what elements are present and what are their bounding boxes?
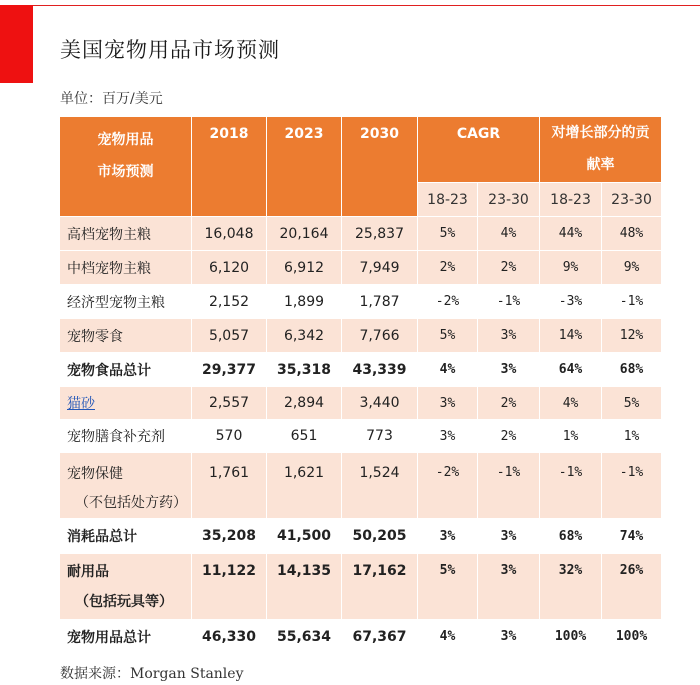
- row-label-sub: （包括玩具等）: [75, 594, 173, 610]
- contrib-23-30: -1%: [602, 453, 662, 519]
- cagr-18-23: -2%: [418, 285, 478, 319]
- cagr-18-23: -2%: [418, 453, 478, 519]
- table-row: [60, 285, 662, 319]
- header-cagr: CAGR: [418, 117, 540, 183]
- row-label: 宠物零食: [60, 319, 192, 353]
- header-label-line1: 宠物用品: [97, 132, 154, 148]
- contrib-18-23: -3%: [540, 285, 602, 319]
- value-2030: 3,440: [342, 387, 418, 420]
- value-2030: 7,949: [342, 251, 418, 285]
- table-row: [60, 620, 662, 654]
- value-2030: 773: [342, 420, 418, 453]
- table-row: [60, 453, 662, 519]
- row-label: 中档宠物主粮: [60, 251, 192, 285]
- cagr-23-30: 2%: [478, 251, 540, 285]
- table-row: [60, 387, 662, 420]
- market-forecast-table: [59, 116, 662, 654]
- table-row: [60, 554, 662, 620]
- contrib-23-30: 74%: [602, 519, 662, 554]
- row-label-cell: [60, 453, 192, 519]
- value-2018: 1,761: [192, 453, 267, 519]
- row-label: 宠物用品总计: [60, 620, 192, 654]
- contrib-18-23: 4%: [540, 387, 602, 420]
- row-label: 消耗品总计: [60, 519, 192, 554]
- contrib-18-23: 1%: [540, 420, 602, 453]
- value-2018: 16,048: [192, 217, 267, 251]
- contrib-23-30: 68%: [602, 353, 662, 387]
- value-2018: 2,557: [192, 387, 267, 420]
- value-2030: 1,524: [342, 453, 418, 519]
- table-row: [60, 319, 662, 353]
- row-label: 耐用品: [67, 564, 109, 580]
- contrib-18-23: 100%: [540, 620, 602, 654]
- value-2030: 17,162: [342, 554, 418, 620]
- value-2023: 41,500: [267, 519, 342, 554]
- cagr-23-30: 3%: [478, 353, 540, 387]
- table-row: [60, 251, 662, 285]
- value-2018: 5,057: [192, 319, 267, 353]
- top-rule: [0, 5, 700, 6]
- header-contribution-line1: 对增长部分的贡: [551, 125, 650, 141]
- contrib-18-23: 9%: [540, 251, 602, 285]
- subheader-contrib-23-30: 23-30: [602, 183, 662, 217]
- cagr-23-30: 4%: [478, 217, 540, 251]
- header-label-line2: 市场预测: [97, 164, 154, 180]
- value-2018: 6,120: [192, 251, 267, 285]
- header-2018: 2018: [192, 117, 267, 217]
- subheader-cagr-18-23: 18-23: [418, 183, 478, 217]
- contrib-18-23: 64%: [540, 353, 602, 387]
- table-row: [60, 420, 662, 453]
- value-2030: 67,367: [342, 620, 418, 654]
- value-2023: 6,342: [267, 319, 342, 353]
- cagr-23-30: 3%: [478, 554, 540, 620]
- value-2018: 11,122: [192, 554, 267, 620]
- table-row: [60, 217, 662, 251]
- contrib-18-23: 68%: [540, 519, 602, 554]
- subheader-cagr-23-30: 23-30: [478, 183, 540, 217]
- value-2023: 55,634: [267, 620, 342, 654]
- cagr-18-23: 5%: [418, 319, 478, 353]
- contrib-18-23: 44%: [540, 217, 602, 251]
- contrib-23-30: 48%: [602, 217, 662, 251]
- value-2023: 651: [267, 420, 342, 453]
- source-note: 数据来源：Morgan Stanley: [60, 666, 244, 682]
- row-label: 经济型宠物主粮: [60, 285, 192, 319]
- contrib-23-30: -1%: [602, 285, 662, 319]
- cagr-18-23: 5%: [418, 554, 478, 620]
- value-2018: 29,377: [192, 353, 267, 387]
- table-row: [60, 353, 662, 387]
- unit-label: 单位：百万/美元: [60, 91, 163, 107]
- value-2018: 570: [192, 420, 267, 453]
- cagr-18-23: 5%: [418, 217, 478, 251]
- value-2030: 43,339: [342, 353, 418, 387]
- header-2023: 2023: [267, 117, 342, 217]
- cagr-23-30: 2%: [478, 387, 540, 420]
- value-2023: 20,164: [267, 217, 342, 251]
- row-label-cell: [60, 554, 192, 620]
- value-2018: 35,208: [192, 519, 267, 554]
- cagr-18-23: 2%: [418, 251, 478, 285]
- header-contribution-line2: 献率: [586, 157, 615, 173]
- row-label: 宠物食品总计: [60, 353, 192, 387]
- page-title: 美国宠物用品市场预测: [60, 38, 280, 62]
- value-2023: 1,621: [267, 453, 342, 519]
- subheader-contrib-18-23: 18-23: [540, 183, 602, 217]
- row-label-sub: （不包括处方药）: [75, 495, 187, 511]
- value-2023: 35,318: [267, 353, 342, 387]
- value-2023: 2,894: [267, 387, 342, 420]
- row-label-link[interactable]: 猫砂: [67, 396, 95, 412]
- cagr-18-23: 3%: [418, 387, 478, 420]
- header-contribution: [540, 117, 662, 183]
- contrib-23-30: 1%: [602, 420, 662, 453]
- header-label-cell: [60, 117, 192, 217]
- cagr-23-30: 2%: [478, 420, 540, 453]
- contrib-18-23: -1%: [540, 453, 602, 519]
- row-label-cell: [60, 387, 192, 420]
- value-2030: 25,837: [342, 217, 418, 251]
- value-2023: 1,899: [267, 285, 342, 319]
- cagr-18-23: 4%: [418, 353, 478, 387]
- cagr-23-30: 3%: [478, 519, 540, 554]
- cagr-18-23: 3%: [418, 519, 478, 554]
- contrib-18-23: 14%: [540, 319, 602, 353]
- contrib-23-30: 9%: [602, 251, 662, 285]
- cagr-23-30: 3%: [478, 319, 540, 353]
- contrib-23-30: 26%: [602, 554, 662, 620]
- value-2018: 46,330: [192, 620, 267, 654]
- value-2023: 14,135: [267, 554, 342, 620]
- value-2018: 2,152: [192, 285, 267, 319]
- value-2030: 1,787: [342, 285, 418, 319]
- header-2030: 2030: [342, 117, 418, 217]
- contrib-23-30: 5%: [602, 387, 662, 420]
- table-row: [60, 519, 662, 554]
- row-label: 高档宠物主粮: [60, 217, 192, 251]
- cagr-23-30: -1%: [478, 285, 540, 319]
- cagr-23-30: 3%: [478, 620, 540, 654]
- cagr-18-23: 4%: [418, 620, 478, 654]
- title-accent-bar: [0, 5, 33, 83]
- row-label: 宠物保健: [67, 466, 123, 482]
- cagr-18-23: 3%: [418, 420, 478, 453]
- value-2023: 6,912: [267, 251, 342, 285]
- cagr-23-30: -1%: [478, 453, 540, 519]
- contrib-23-30: 100%: [602, 620, 662, 654]
- value-2030: 50,205: [342, 519, 418, 554]
- contrib-18-23: 32%: [540, 554, 602, 620]
- value-2030: 7,766: [342, 319, 418, 353]
- row-label: 宠物膳食补充剂: [60, 420, 192, 453]
- contrib-23-30: 12%: [602, 319, 662, 353]
